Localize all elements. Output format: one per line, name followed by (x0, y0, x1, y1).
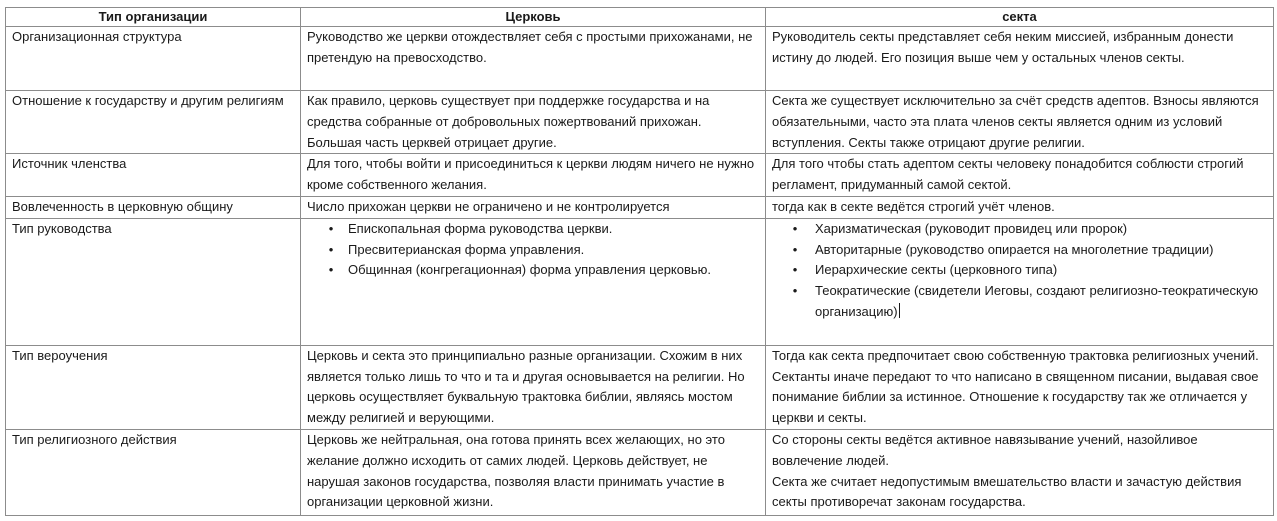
row-label: Тип религиозного действия (6, 429, 301, 515)
text-cursor (899, 303, 900, 318)
sect-paragraph: Секта же считает недопустимым вмешательство власти и зачастую действия секты противоречат законам государства. (772, 473, 1242, 510)
church-cell: Как правило, церковь существует при поддержке государства и на средства собранные от добровольных пожертвований прихожан. Большая часть церквей отрицает другие. (301, 91, 766, 154)
list-item: • Авторитарные (руководство опирается на многолетние традиции) (772, 240, 1267, 261)
bullet-icon: • (328, 262, 334, 278)
church-cell: Для того, чтобы войти и присоединиться к церкви людям ничего не нужно кроме собственного желания. (301, 154, 766, 197)
list-item: • Иерархические секты (церковного типа) (772, 260, 1267, 281)
church-cell (301, 218, 766, 345)
sect-cell: Для того чтобы стать адептом секты человеку понадобится соблюсти строгий регламент, придуманный самой сектой. (766, 154, 1274, 197)
sect-cell (766, 218, 1274, 345)
sect-leadership-list (772, 219, 1267, 323)
list-item: • Теократические (свидетели Иеговы, создают религиозно-теократическую организацию) (772, 281, 1267, 323)
row-label: Тип вероучения (6, 345, 301, 429)
header-church: Церковь (301, 8, 766, 27)
table-row (6, 345, 1274, 429)
church-cell: Церковь же нейтральная, она готова принять всех желающих, но это желание должно исходить от самих людей. Церковь действует, не нарушая законов государства, позволяя власти принимать участие в организации церковной жизни. (301, 429, 766, 515)
church-cell: Церковь и секта это принципиально разные организации. Схожим в них является только лишь то что и та и другая основывается на религии. Но церковь осуществляет буквальную трактовка библии, являясь мостом между религией и верующими. (301, 345, 766, 429)
sect-cell: Секта же существует исключительно за счёт средств адептов. Взносы являются обязательными, часто эта плата членов секты является одним из условий вступления. Секты также отрицают другие религии. (766, 91, 1274, 154)
table-row (6, 196, 1274, 218)
table-row (6, 91, 1274, 154)
list-item: • Общинная (конгрегационная) форма управления церковью. (307, 260, 759, 281)
bullet-icon: • (328, 220, 334, 236)
bullet-icon: • (792, 283, 798, 299)
sect-cell: Руководитель секты представляет себя неким миссией, избранным донести истину до людей. Его позиция выше чем у остальных членов секты. (766, 27, 1274, 91)
table-row (6, 218, 1274, 345)
row-label: Организационная структура (6, 27, 301, 91)
sect-paragraph: Со стороны секты ведётся активное навязывание учений, назойливое вовлечение людей. (772, 431, 1198, 468)
header-sect: секта (766, 8, 1274, 27)
list-item: • Епископальная форма руководства церкви. (307, 219, 759, 240)
bullet-icon: • (328, 241, 334, 257)
list-item: • Пресвитерианская форма управления. (307, 240, 759, 261)
row-label: Тип руководства (6, 218, 301, 345)
list-item: • Харизматическая (руководит провидец или пророк) (772, 219, 1267, 240)
church-leadership-list (307, 219, 759, 281)
row-label: Источник членства (6, 154, 301, 197)
sect-cell: тогда как в секте ведётся строгий учёт членов. (766, 196, 1274, 218)
church-cell: Число прихожан церкви не ограничено и не контролируется (301, 196, 766, 218)
comparison-table (5, 7, 1274, 516)
bullet-icon: • (792, 241, 798, 257)
bullet-icon: • (792, 262, 798, 278)
row-label: Вовлеченность в церковную общину (6, 196, 301, 218)
table-row (6, 27, 1274, 91)
sect-cell (766, 429, 1274, 515)
row-label: Отношение к государству и другим религиям (6, 91, 301, 154)
table-row (6, 429, 1274, 515)
header-type-organization: Тип организации (6, 8, 301, 27)
sect-cell: Тогда как секта предпочитает свою собственную трактовка религиозных учений. Сектанты иначе передают то что написано в священном писании, выдавая свое понимание библии за истинное. Отношение к государству так же отличается у церкви и секты. (766, 345, 1274, 429)
header-row (6, 8, 1274, 27)
table-row (6, 154, 1274, 197)
bullet-icon: • (792, 220, 798, 236)
church-cell: Руководство же церкви отождествляет себя с простыми прихожанами, не претендую на превосходство. (301, 27, 766, 91)
